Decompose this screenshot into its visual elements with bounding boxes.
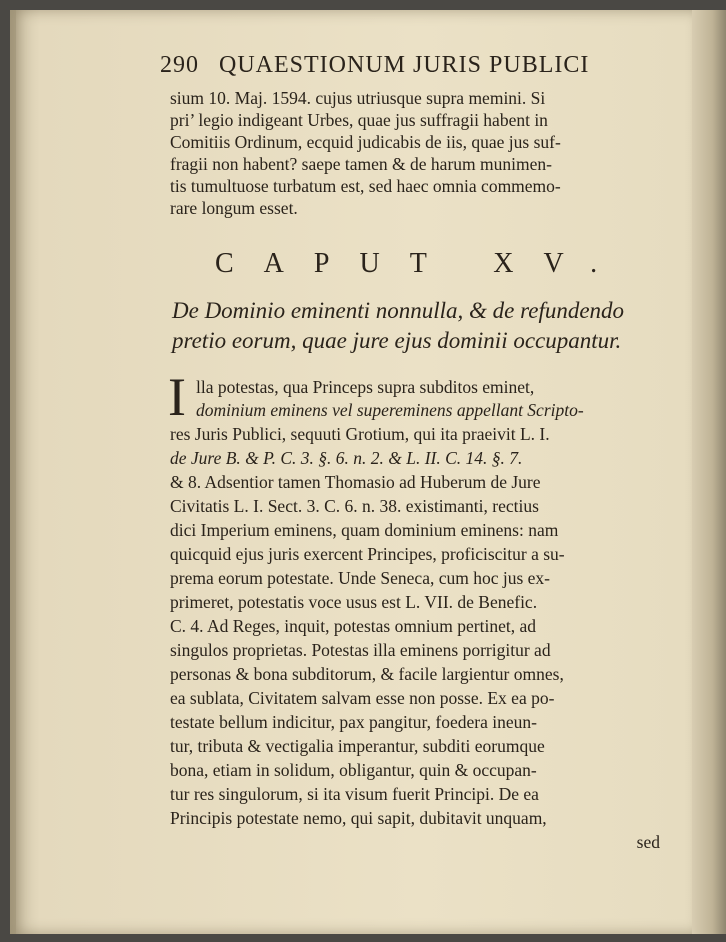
catchword: sed bbox=[636, 832, 660, 852]
body-line: testate bellum indicitur, pax pangitur, foedera ineun- bbox=[170, 712, 537, 732]
intro-line: tis tumultuose turbatum est, sed haec omnia commemo- bbox=[170, 176, 561, 196]
body-line: dici Imperium eminens, quam dominium eminens: nam bbox=[170, 520, 559, 540]
body-line: lla potestas, qua Princeps supra subditos eminet, bbox=[196, 377, 535, 397]
chapter-subtitle-line: pretio eorum, quae jure ejus dominii occupantur. bbox=[172, 328, 622, 353]
body-line: prema eorum potestate. Unde Seneca, cum hoc jus ex- bbox=[170, 568, 551, 588]
body-line: Principis potestate nemo, qui sapit, dubitavit unquam, bbox=[170, 808, 547, 828]
body-line: primeret, potestatis voce usus est L. VII. de Benefic. bbox=[170, 592, 538, 612]
intro-line: sium 10. Maj. 1594. cujus utriusque supra memini. Si bbox=[170, 88, 546, 108]
body-line: de Jure B. & P. C. 3. §. 6. n. 2. & L. II. C. 14. §. 7. bbox=[170, 448, 523, 468]
intro-line: Comitiis Ordinum, ecquid judicabis de iis, quae jus suf- bbox=[170, 132, 561, 152]
body-line: & 8. Adsentior tamen Thomasio ad Huberum de Jure bbox=[170, 472, 541, 492]
body-line: ea sublata, Civitatem salvam esse non posse. Ex ea po- bbox=[170, 688, 555, 708]
body-line: dominium eminens vel supereminens appellant Scripto- bbox=[196, 400, 584, 420]
page-gutter bbox=[10, 10, 16, 934]
page-edges bbox=[692, 10, 726, 934]
body-line: quicquid ejus juris exercent Principes, proficiscitur a su- bbox=[170, 544, 565, 564]
body-line: Civitatis L. I. Sect. 3. C. 6. n. 38. existimanti, rectius bbox=[170, 496, 539, 516]
chapter-subtitle-line: De Dominio eminenti nonnulla, & de refundendo bbox=[172, 298, 625, 323]
body-line: tur res singulorum, si ita visum fuerit Principi. De ea bbox=[170, 784, 539, 804]
body-line: bona, etiam in solidum, obligantur, quin & occupan- bbox=[170, 760, 537, 780]
intro-line: fragii non habent? saepe tamen & de harum munimen- bbox=[170, 154, 552, 174]
drop-cap: I bbox=[168, 367, 186, 427]
chapter-heading: CAPUT XV. bbox=[215, 248, 628, 279]
running-header bbox=[160, 52, 660, 79]
intro-line: rare longum esset. bbox=[170, 198, 298, 218]
body-line: res Juris Publici, sequuti Grotium, qui ita praeivit L. I. bbox=[170, 424, 550, 444]
body-line: C. 4. Ad Reges, inquit, potestas omnium pertinet, ad bbox=[170, 616, 537, 636]
running-head-title: QUAESTIONUM JURIS PUBLICI bbox=[219, 52, 590, 78]
body-line: personas & bona subditorum, & facile largientur omnes, bbox=[170, 664, 564, 684]
body-line: tur, tributa & vectigalia imperantur, subditi eorumque bbox=[170, 736, 545, 756]
body-line: singulos proprietas. Potestas illa eminens porrigitur ad bbox=[170, 640, 551, 660]
page-number: 290 bbox=[160, 52, 199, 78]
intro-line: pri’ legio indigeant Urbes, quae jus suffragii habent in bbox=[170, 110, 548, 130]
